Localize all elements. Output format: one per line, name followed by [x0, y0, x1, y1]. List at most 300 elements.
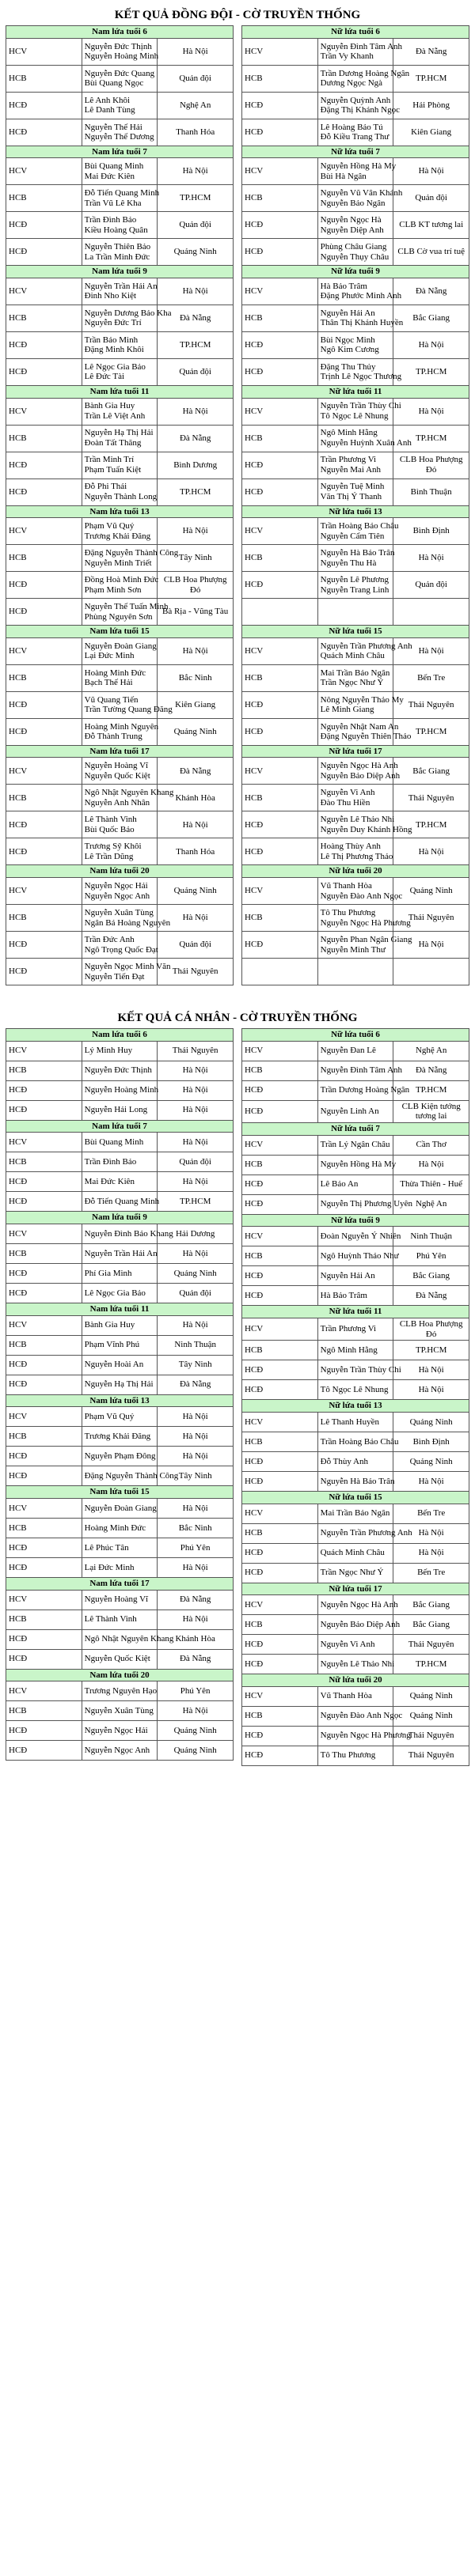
player-name: Nguyễn Thị Phương Uyên	[320, 1199, 413, 1209]
province: CLB Hoa Phượng Đỏ	[158, 572, 234, 599]
medal-code: HCĐ	[6, 691, 82, 718]
player-names	[82, 479, 158, 505]
result-row	[6, 1041, 234, 1061]
province: Quản đội	[158, 932, 234, 959]
category-header-row	[6, 1394, 234, 1407]
player-name: Nguyễn Thiên Bảo	[84, 242, 151, 252]
result-row	[6, 239, 234, 266]
medal-code: HCĐ	[242, 811, 318, 838]
player-names	[317, 1543, 393, 1563]
category-header-row	[6, 1486, 234, 1499]
result-row	[6, 1629, 234, 1649]
player-names	[317, 1061, 403, 1080]
player-name: Nguyễn Ngọc Minh Văn	[84, 961, 171, 971]
player-name: Trương Khải Đăng	[84, 1432, 151, 1441]
player-names	[82, 1590, 158, 1610]
player-name: Nguyễn Xuân Tùng	[84, 1705, 154, 1715]
player-name: Trần Vy Khanh	[320, 51, 374, 62]
medal-code: HCV	[242, 1041, 318, 1061]
player-name: Đỗ Thành Trung	[84, 732, 142, 742]
player-name: Bạch Thế Hải	[84, 678, 133, 688]
medal-code: HCĐ	[242, 1543, 318, 1563]
player-name: Dương Ngọc Ngà	[320, 78, 383, 89]
province: Quảng Ninh	[158, 1264, 234, 1284]
province: CLB Kiện tướng tương lai	[393, 1100, 469, 1122]
result-row	[6, 878, 234, 905]
player-name: Nguyễn Huỳnh Xuân Anh	[320, 438, 412, 448]
player-names	[317, 1451, 393, 1471]
player-name: Ngô Nhật Nguyên Khang	[84, 788, 174, 798]
result-row	[242, 785, 469, 811]
player-names	[82, 1447, 158, 1466]
result-row	[242, 1061, 469, 1080]
province: TP.HCM	[393, 811, 469, 838]
player-name: Nguyễn Ngọc Hà	[320, 215, 382, 225]
medal-code: HCĐ	[242, 1471, 318, 1491]
province: Thừa Thiên - Huế	[393, 1175, 469, 1194]
player-name: Đặng Thị Khánh Ngọc	[320, 105, 400, 115]
player-names	[317, 1266, 393, 1286]
player-names	[82, 1264, 158, 1284]
province: TP.HCM	[158, 331, 234, 358]
province: Đà Nẵng	[158, 425, 234, 452]
category-header: Nam lứa tuổi 7	[6, 1120, 234, 1133]
result-row	[6, 479, 234, 505]
player-name: Tô Ngọc Lê Nhung	[320, 411, 389, 422]
medal-code: HCV	[6, 398, 82, 425]
province: Hà Nội	[393, 932, 469, 959]
province: Nghệ An	[158, 92, 234, 119]
result-row	[242, 1041, 469, 1061]
province: Bắc Giang	[393, 305, 469, 331]
result-row	[6, 1100, 234, 1120]
province: Tây Ninh	[158, 1355, 234, 1375]
player-names	[317, 239, 393, 266]
result-row	[242, 358, 469, 385]
medal-code: HCĐ	[242, 1080, 318, 1100]
medal-code: HCĐ	[242, 1380, 318, 1400]
province: Kiên Giang	[158, 691, 234, 718]
player-names	[82, 38, 158, 65]
province: Hà Nội	[393, 1471, 469, 1491]
player-names	[317, 65, 410, 92]
province: Đà Nẵng	[393, 38, 469, 65]
player-name: Trần Tường Quang Đăng	[84, 705, 173, 715]
player-name: Hoàng Thùy Anh	[320, 842, 381, 852]
result-row	[6, 932, 234, 959]
player-name: Bành Gia Huy	[84, 401, 135, 411]
medal-code: HCĐ	[242, 212, 318, 239]
player-names	[317, 905, 411, 932]
medal-code: HCV	[242, 1412, 318, 1432]
province: Bến Tre	[393, 1563, 469, 1583]
medal-code: HCB	[242, 1615, 318, 1635]
medal-code: HCB	[242, 65, 318, 92]
player-names	[82, 1284, 158, 1303]
medal-code: HCB	[242, 545, 318, 572]
result-row	[242, 1380, 469, 1400]
result-row	[6, 1427, 234, 1447]
category-header-row	[242, 745, 469, 758]
player-name: Nguyễn Cẩm Tiên	[320, 531, 385, 541]
medal-code: HCĐ	[242, 691, 318, 718]
province: Nghệ An	[393, 1194, 469, 1214]
medal-code: HCĐ	[242, 1451, 318, 1471]
player-names	[82, 1681, 158, 1701]
player-names	[82, 1080, 158, 1100]
province: Thanh Hóa	[158, 838, 234, 865]
player-name: Lê Trần Dũng	[84, 851, 134, 861]
individual-male-column	[6, 1028, 234, 1766]
result-row	[242, 1746, 469, 1765]
player-name: Bùi Ngọc Minh	[320, 335, 375, 345]
province: Quảng Ninh	[158, 1741, 234, 1761]
province: Ninh Thuận	[158, 1335, 234, 1355]
player-names	[317, 758, 401, 785]
province: Đà Nẵng	[158, 758, 234, 785]
category-header: Nữ lứa tuổi 17	[242, 745, 469, 758]
medal-code: HCĐ	[242, 1726, 318, 1746]
province: Khánh Hòa	[158, 1629, 234, 1649]
category-header-row	[242, 1674, 469, 1687]
result-row	[6, 785, 234, 811]
medal-code: HCB	[6, 425, 82, 452]
province: Hà Nội	[393, 158, 469, 185]
medal-code: HCĐ	[242, 838, 318, 865]
category-header-row	[242, 1123, 469, 1136]
player-name: Nguyễn Trần Thùy Chi	[320, 401, 401, 411]
province: Thái Nguyên	[158, 1041, 234, 1061]
player-name: Đỗ Phi Thái	[84, 482, 127, 492]
province: Hà Nội	[158, 1610, 234, 1629]
player-names	[317, 398, 401, 425]
player-name: Nguyễn Vi Anh	[320, 788, 375, 798]
player-name: Mai Đức Kiên	[84, 1177, 135, 1187]
player-name: Nguyễn Xuân Tùng	[84, 907, 154, 917]
player-names	[317, 838, 393, 865]
medal-code: HCĐ	[242, 358, 318, 385]
player-name: Đỗ Kiều Trang Thư	[320, 132, 390, 142]
player-name: Nguyễn Hải An	[320, 308, 375, 318]
category-header-row	[242, 505, 469, 518]
result-row	[242, 479, 469, 505]
medal-code: HCV	[242, 1135, 318, 1155]
province: TP.HCM	[158, 479, 234, 505]
province: Bến Tre	[393, 1504, 469, 1523]
player-name: Đặng Nguyễn Thành Công	[84, 548, 179, 558]
category-header-row	[6, 1212, 234, 1224]
medal-code: HCĐ	[6, 838, 82, 865]
province: Quảng Ninh	[393, 1412, 469, 1432]
province: Thái Nguyên	[393, 905, 469, 932]
medal-code: HCĐ	[6, 572, 82, 599]
player-names	[82, 305, 172, 331]
province: CLB Cờ vua trí tuệ	[393, 239, 469, 266]
result-row	[242, 1615, 469, 1635]
player-name: Nguyễn Hồng Hà My	[320, 1159, 397, 1170]
result-row	[6, 1335, 234, 1355]
province: Quản đội	[158, 1152, 234, 1172]
player-name: Nguyễn Thế Tuấn Minh	[84, 602, 169, 612]
result-row	[242, 1726, 469, 1746]
category-header: Nam lứa tuổi 15	[6, 1486, 234, 1499]
medal-code: HCB	[242, 1246, 318, 1266]
result-row	[242, 1318, 469, 1340]
result-row	[242, 398, 469, 425]
medal-code: HCĐ	[6, 718, 82, 745]
category-header-row	[242, 146, 469, 158]
result-row	[6, 518, 234, 545]
player-names	[82, 158, 158, 185]
player-names	[317, 38, 403, 65]
result-row	[6, 1681, 234, 1701]
province: Hà Nội	[158, 1100, 234, 1120]
player-names	[82, 1407, 158, 1427]
player-name: Phùng Nguyên Sơn	[84, 611, 153, 622]
player-name: Hà Bảo Trâm	[320, 281, 367, 291]
province: CLB Hoa Phượng Đỏ	[393, 1318, 469, 1340]
result-row	[6, 1741, 234, 1761]
player-names	[317, 1504, 393, 1523]
province: Hà Nội	[393, 545, 469, 572]
result-row	[242, 1266, 469, 1286]
province: Quảng Ninh	[158, 878, 234, 905]
medal-code: HCB	[6, 185, 82, 212]
category-header-row	[242, 1029, 469, 1042]
medal-code: HCĐ	[6, 1355, 82, 1375]
medal-code: HCB	[6, 1244, 82, 1264]
player-name: Thân Thị Khánh Huyền	[320, 318, 404, 328]
player-name: Nguyễn Lê Thảo Nhi	[320, 815, 395, 825]
player-names	[82, 718, 158, 745]
player-name: Nguyễn Ngọc Hà Phương	[320, 917, 411, 928]
player-names	[317, 1135, 393, 1155]
player-name: Lê Đức Tài	[84, 372, 125, 382]
medal-code: HCV	[242, 637, 318, 664]
player-name: Nguyễn Trang Linh	[320, 584, 390, 595]
province: Quảng Ninh	[393, 1706, 469, 1726]
category-header: Nữ lứa tuổi 6	[242, 1029, 469, 1042]
player-name: Nguyễn Quốc Kiệt	[84, 770, 150, 781]
player-names	[82, 1152, 158, 1172]
result-row	[242, 1706, 469, 1726]
player-name: Nguyễn Ngọc Hà Anh	[320, 1599, 398, 1610]
result-row	[6, 1061, 234, 1080]
category-header: Nam lứa tuổi 7	[6, 146, 234, 158]
result-row	[242, 905, 469, 932]
player-name: Nguyễn Trần Hải An	[84, 1248, 158, 1258]
player-name: Trần Minh Trí	[84, 455, 135, 465]
player-name: Phùng Châu Giang	[320, 242, 387, 252]
player-names	[317, 1432, 399, 1451]
player-name: Nguyễn Ngọc Anh	[84, 891, 150, 901]
province: Bắc Giang	[393, 1615, 469, 1635]
player-names	[317, 1341, 393, 1360]
category-header: Nam lứa tuổi 17	[6, 745, 234, 758]
result-row	[6, 278, 234, 305]
player-name: Nguyễn Mai Anh	[320, 465, 382, 475]
category-header: Nữ lứa tuổi 6	[242, 26, 469, 39]
province: Quảng Ninh	[393, 1451, 469, 1471]
player-name: Nguyễn Vũ Vân Khánh	[320, 188, 403, 199]
province: Hà Nội	[158, 1447, 234, 1466]
player-names	[317, 518, 399, 545]
result-row	[242, 758, 469, 785]
medal-code: HCĐ	[6, 1172, 82, 1192]
player-name: Vũ Quang Tiến	[84, 694, 139, 705]
result-row	[242, 65, 469, 92]
player-name: Trần Đình Bảo	[84, 1157, 137, 1167]
player-name: Trương Sỹ Khôi	[84, 842, 142, 852]
player-names	[317, 1746, 393, 1765]
medal-code: HCĐ	[6, 239, 82, 266]
player-name: Trần Đình Bảo	[84, 215, 137, 225]
player-names	[317, 479, 393, 505]
result-row	[242, 1471, 469, 1491]
province: Quản đội	[393, 572, 469, 599]
player-name: Nguyễn Duy Khánh Hồng	[320, 824, 412, 834]
player-names	[317, 1100, 393, 1122]
category-header-row	[6, 626, 234, 638]
result-row	[6, 1315, 234, 1335]
result-row	[242, 158, 469, 185]
province: Thái Nguyên	[393, 785, 469, 811]
province: Thái Nguyên	[393, 1746, 469, 1765]
medal-code: HCĐ	[242, 572, 318, 599]
result-row	[6, 718, 234, 745]
category-header-row	[6, 26, 234, 39]
medal-code: HCĐ	[242, 452, 318, 479]
result-row	[242, 1563, 469, 1583]
medal-code: HCĐ	[242, 479, 318, 505]
province: Hà Nội	[393, 637, 469, 664]
result-row	[242, 1360, 469, 1380]
result-row	[6, 1447, 234, 1466]
player-name: Nguyễn Ngọc Hải	[84, 880, 148, 891]
medal-code: HCB	[242, 905, 318, 932]
player-names	[82, 1538, 158, 1557]
result-row	[242, 691, 469, 718]
player-name: La Trần Minh Đức	[84, 252, 150, 262]
medal-code: HCĐ	[6, 1466, 82, 1486]
player-names	[82, 599, 169, 626]
province: Hà Nội	[158, 905, 234, 932]
player-names	[82, 1192, 158, 1212]
province: Bắc Giang	[393, 1266, 469, 1286]
player-names	[82, 1335, 158, 1355]
province: TP.HCM	[393, 65, 469, 92]
medal-code: HCV	[242, 1504, 318, 1523]
medal-code: HCB	[242, 664, 318, 691]
category-header-row	[242, 1583, 469, 1595]
province: Hà Nội	[393, 838, 469, 865]
player-names	[82, 932, 158, 959]
medal-code: HCB	[6, 1427, 82, 1447]
medal-code: HCB	[242, 1155, 318, 1175]
player-name: Đoàn Tất Thăng	[84, 438, 142, 448]
result-row	[6, 1224, 234, 1244]
player-name: Nguyễn Ngọc Anh	[84, 1745, 150, 1755]
medal-code: HCB	[242, 1523, 318, 1543]
result-row	[6, 65, 234, 92]
category-header-row	[6, 1303, 234, 1316]
player-name: Nguyễn Hải An	[320, 1271, 375, 1280]
category-header: Nam lứa tuổi 15	[6, 626, 234, 638]
player-names	[82, 811, 158, 838]
medal-code: HCB	[6, 1610, 82, 1629]
medal-code: HCĐ	[6, 452, 82, 479]
player-name: Nguyễn Hà Bảo Trân	[320, 548, 395, 558]
player-name: Phạm Minh Sơn	[84, 584, 142, 595]
player-name: Tô Thu Phương	[320, 907, 376, 917]
player-name: Nguyễn Ngọc Hải	[84, 1725, 148, 1735]
player-name: Nguyễn Đoàn Giang	[84, 1503, 157, 1513]
category-header: Nam lứa tuổi 9	[6, 1212, 234, 1224]
player-names	[82, 572, 158, 599]
player-names	[317, 959, 393, 985]
category-header: Nam lứa tuổi 17	[6, 1577, 234, 1590]
player-names	[82, 664, 158, 691]
result-row	[6, 38, 234, 65]
player-name: Nguyễn Tuệ Minh	[320, 482, 385, 492]
player-names	[82, 1701, 158, 1721]
province: Cần Thơ	[393, 1135, 469, 1155]
player-name: Quách Minh Châu	[320, 1548, 385, 1558]
category-header: Nam lứa tuổi 13	[6, 505, 234, 518]
player-name: Nguyễn Minh Triết	[84, 558, 152, 568]
province: Bình Thuận	[393, 479, 469, 505]
category-header: Nam lứa tuổi 6	[6, 1029, 234, 1042]
player-names	[82, 518, 158, 545]
player-name: Đặng Nguyễn Thiên Thảo	[320, 732, 412, 742]
result-row	[6, 1172, 234, 1192]
medal-code: HCĐ	[242, 1266, 318, 1286]
player-name: Lại Đức Minh	[84, 1562, 135, 1572]
player-names	[82, 1610, 158, 1629]
player-names	[317, 1726, 411, 1746]
province: Hà Nội	[158, 1407, 234, 1427]
province: Đà Nẵng	[393, 1286, 469, 1306]
player-name: Phạm Tuấn Kiệt	[84, 465, 142, 475]
province: Quảng Ninh	[393, 878, 469, 905]
result-row	[6, 1080, 234, 1100]
player-name: Đặng Phước Minh Anh	[320, 291, 402, 301]
medal-code: HCV	[6, 1681, 82, 1701]
result-row	[6, 637, 234, 664]
player-name: Trần Hoàng Bảo Châu	[320, 1436, 399, 1447]
result-row	[242, 1286, 469, 1306]
results-page	[0, 5, 475, 2576]
player-names	[317, 1595, 398, 1615]
team-results-grid	[0, 25, 475, 985]
player-name: Đỗ Tiến Quang Minh	[84, 1197, 160, 1207]
province: Bà Rịa - Vũng Tàu	[158, 599, 234, 626]
player-name: Nguyễn Vi Anh	[320, 1639, 375, 1649]
player-name: Trương Nguyên Hạo	[84, 1685, 158, 1696]
medal-code	[242, 959, 318, 985]
player-names	[82, 398, 158, 425]
player-names	[82, 1244, 158, 1264]
province: Hà Nội	[158, 518, 234, 545]
player-names	[317, 1706, 403, 1726]
medal-code: HCB	[6, 65, 82, 92]
result-row	[242, 278, 469, 305]
medal-code: HCV	[242, 398, 318, 425]
category-header: Nữ lứa tuổi 20	[242, 865, 469, 878]
medal-code: HCĐ	[242, 1194, 318, 1214]
result-row	[6, 92, 234, 119]
medal-code: HCV	[6, 878, 82, 905]
